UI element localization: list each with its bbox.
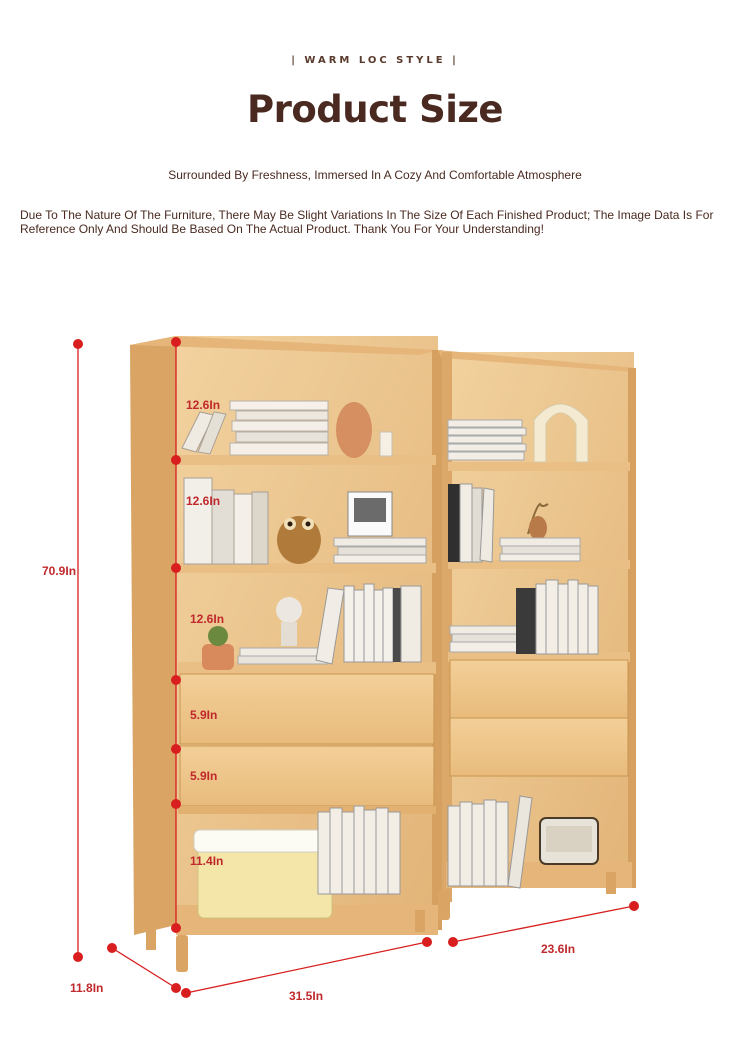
left-width-label: 31.5In [289, 989, 324, 1003]
depth-label: 11.8In [70, 981, 104, 995]
left-drawer-1 [180, 674, 434, 744]
left-side-panel [130, 336, 176, 935]
left-drawer-2 [180, 746, 434, 806]
owl-figurine [277, 516, 321, 564]
total-height-label: 70.9In [42, 564, 77, 578]
brand-tagline: | WARM LOC STYLE | [291, 55, 459, 66]
page-title: Product Size [246, 88, 504, 131]
right-drawer-1 [450, 660, 628, 718]
page-subtitle: Surrounded By Freshness, Immersed In A Cozy And Comfortable Atmosphere [168, 168, 582, 182]
right-width-label: 23.6In [541, 942, 576, 956]
drawer-1-height-label: 5.9In [190, 708, 218, 722]
shelf-2-height-label: 12.6In [186, 494, 221, 508]
left-leg [146, 925, 156, 950]
vase-orange [336, 402, 372, 458]
shelf-1-height-label: 12.6In [186, 398, 221, 412]
shelf-3-height-label: 12.6In [190, 612, 225, 626]
left-shelf-1 [178, 455, 436, 465]
drawer-2-height-label: 5.9In [190, 769, 218, 783]
bottom-height-label: 11.4In [190, 854, 224, 868]
right-drawer-2 [450, 718, 628, 776]
disclaimer-notice: Due To The Nature Of The Furniture, There May Be Slight Variations In The Size Of Each Finished Product; The Image Data Is For Reference Only And Should Be Based On The Actual Product. Thank You For Your Understanding! [20, 208, 714, 236]
right-shelf-1 [448, 462, 630, 471]
